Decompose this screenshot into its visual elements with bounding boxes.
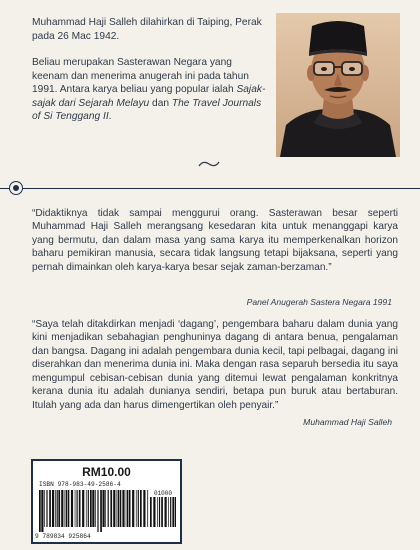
barcode-bar: [58, 490, 60, 527]
barcode-bar: [127, 490, 128, 527]
bio-birth-text: Muhammad Haji Salleh dilahirkan di Taiping, Perak pada 26 Mac 1942.: [32, 17, 262, 42]
barcode-bar: [77, 490, 78, 527]
barcode-bar: [140, 490, 142, 527]
bio-end-punctuation: .: [108, 111, 112, 123]
barcode-bars: [39, 490, 149, 532]
panel-quote: “Didaktiknya tidak sampai menggurui orang. Sasterawan besar seperti Muhammad Haji Salleh merangsang kesedaran kita untuk menanggapi karya yang bermutu, dan dalam masa yang sama karya itu memperkenalkan horizon baharu pemikiran manusia, secara tidak langsung tetapi bijaksana, seperti yang pernah dimainkan oleh karya-karya besar sejak zaman-berzaman.”: [32, 208, 398, 273]
barcode-bar: [126, 490, 127, 527]
barcode-bar: [41, 490, 43, 532]
barcode-bar: [61, 490, 63, 527]
barcode-bar: [66, 490, 67, 527]
bio-work-title-1: Sajak-sajak dari Sejarah Melayu: [32, 84, 266, 109]
barcode-bar: [136, 490, 137, 527]
author-bio: [32, 16, 270, 137]
barcode-bar: [44, 490, 45, 527]
barcode-bar: [143, 490, 145, 527]
author-quote-attribution: Muhammad Haji Salleh: [303, 417, 392, 427]
barcode-bar: [113, 490, 115, 527]
divider-bullet-icon: [9, 181, 23, 195]
barcode-bar: [79, 490, 81, 527]
barcode-bar: [55, 490, 56, 527]
author-quote: “Saya telah ditakdirkan menjadi ‘dagang’, pengembara baharu dalam dunia yang kini menjadikan sebahagian penghuninya dagang di antara benua, pengalaman dan bangsa. Dagang ini adalah pengembara dunia kecil, tapi pelbagai, dagang ini diserahkan dan menerima dunia ini. Maka dengan rasa separuh bersedia itu saya mengumpul cebisan-cebisan dunia yang ditemui lewat pengalaman konkritnya kerana dunia itu adalah dunianya sendiri, betapa pun buruk atau bertaburan. Itulah yang ada dan harus dimengertikan oleh penyair.”: [32, 319, 398, 411]
barcode-bar: [129, 490, 131, 527]
barcode-bar: [57, 490, 58, 527]
barcode-bar: [82, 490, 84, 527]
barcode-bar: [95, 490, 96, 527]
barcode-bar: [39, 490, 41, 532]
barcode-bar: [108, 490, 109, 527]
barcode-bar: [118, 490, 119, 527]
barcode-bar: [117, 490, 118, 527]
barcode-bar: [86, 490, 87, 527]
barcode-bar: [46, 490, 47, 527]
section-divider: [0, 188, 420, 189]
barcode-bar: [92, 490, 94, 527]
barcode-bar: [110, 490, 112, 527]
barcode-bar: [161, 497, 163, 527]
barcode-bar: [49, 490, 51, 527]
barcode-bar: [71, 490, 73, 527]
barcode-bar: [132, 490, 134, 527]
barcode-bar: [150, 497, 152, 527]
bio-work-title-2: The Travel Journals of Si Tenggang II: [32, 97, 262, 123]
barcode-bar: [75, 490, 76, 527]
barcode-bar: [65, 490, 66, 527]
barcode-bar: [90, 490, 92, 527]
barcode-bar: [97, 490, 98, 532]
barcode-bar: [120, 490, 122, 527]
barcode-bar: [138, 490, 139, 527]
barcode-bar: [68, 490, 70, 527]
barcode-bar: [157, 497, 158, 527]
barcode-addon-bars: [150, 497, 176, 532]
bio-career-intro: Beliau merupakan Sasterawan Negara yang keenam dan menerima anugerah ini pada tahun 1991. Antara karya beliau yang popular ialah: [32, 57, 249, 96]
barcode-bar: [103, 490, 105, 527]
barcode-digits: 9 789834 925864: [35, 533, 91, 540]
barcode-bar: [105, 490, 106, 527]
barcode-bar: [159, 497, 160, 527]
barcode-bar: [172, 497, 174, 527]
barcode-label: [31, 459, 182, 544]
barcode-bar: [100, 490, 102, 532]
author-portrait-illustration: [276, 13, 400, 157]
panel-quote-attribution: Panel Anugerah Sastera Negara 1991: [246, 297, 392, 307]
barcode-bar: [170, 497, 171, 527]
barcode-bar: [168, 497, 169, 527]
barcode-bar: [147, 490, 148, 527]
isbn-text: ISBN 978-983-49-2586-4: [39, 481, 121, 488]
barcode-bar: [122, 490, 124, 527]
barcode-bar: [52, 490, 54, 527]
author-portrait: [276, 13, 400, 157]
ornament-icon: [197, 159, 221, 169]
bio-career-text: [32, 56, 270, 124]
price-tag: RM10.00: [82, 465, 131, 479]
barcode-bar: [88, 490, 89, 527]
barcode-addon-digits: 01000: [153, 490, 172, 497]
barcode-bar: [153, 497, 155, 527]
bio-connector: dan: [149, 97, 172, 109]
barcode-bar: [165, 497, 167, 527]
barcode-bar: [175, 497, 176, 527]
